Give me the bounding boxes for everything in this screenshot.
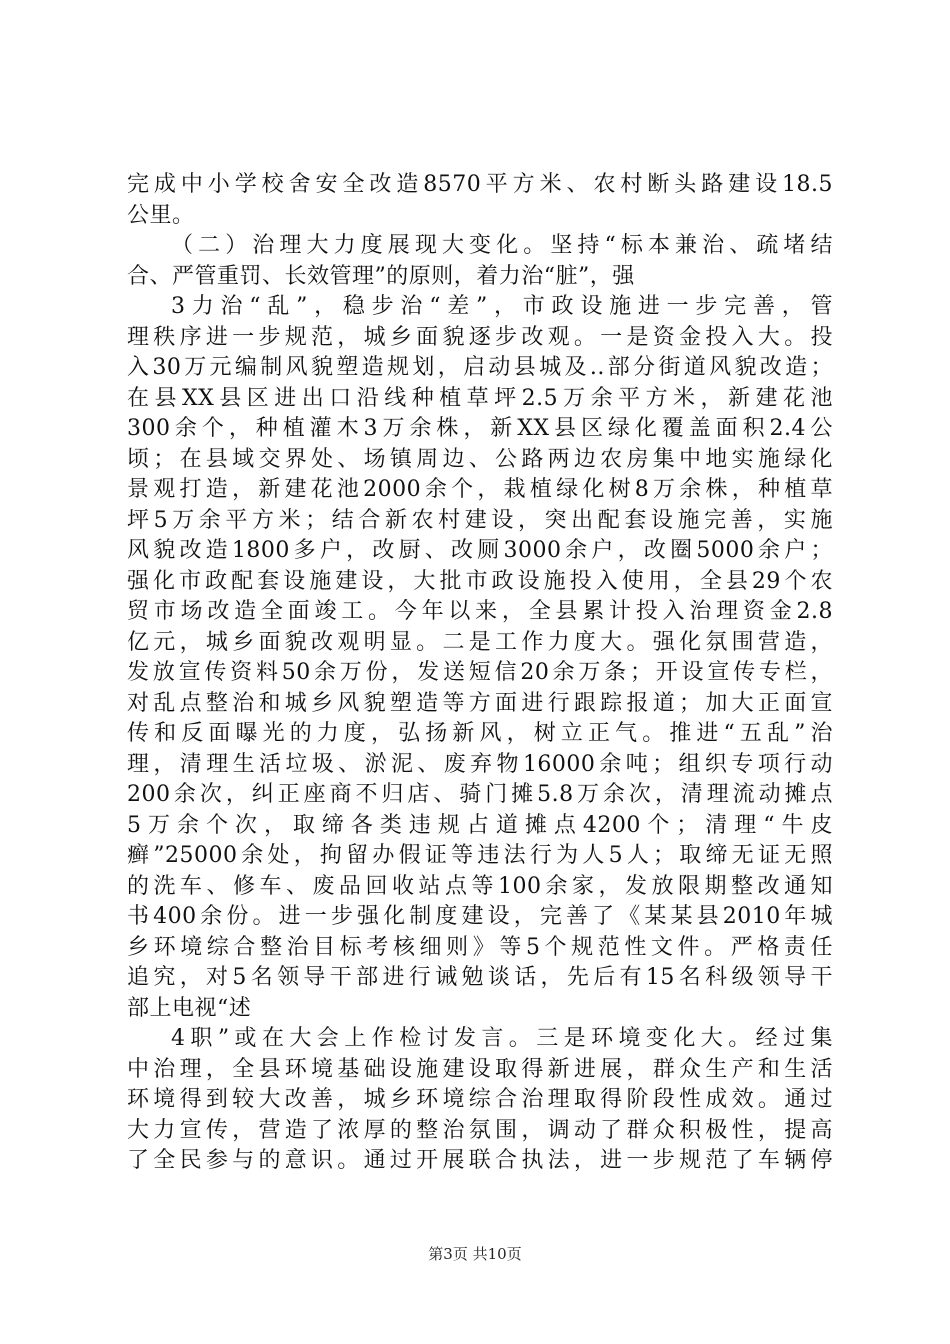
page-number-footer: 第3页 共10页 <box>428 1245 522 1263</box>
text-line: 理，清理生活垃圾、淤泥、废弃物16000余吨；组织专项行动 <box>127 751 833 777</box>
text-line: 亿元，城乡面貌改观明显。二是工作力度大。强化氛围营造， <box>127 629 833 655</box>
text-line: 景观打造，新建花池2000余个，栽植绿化树8万余株，种植草 <box>127 477 833 502</box>
text-line: 传和反面曝光的力度，弘扬新风，树立正气。推进“五乱”治 <box>127 721 833 746</box>
text-line: 300余个，种植灌木3万余株，新XX县区绿化覆盖面积2.4公 <box>127 416 833 441</box>
text-line: 癣”25000余处，拘留办假证等违法行为人5人；取缔无证无照 <box>127 843 833 868</box>
text-line: 贸市场改造全面竣工。今年以来，全县累计投入治理资金2.8 <box>127 599 833 624</box>
text-line: 公里。 <box>127 202 195 228</box>
text-line: 5万余个次，取缔各类违规占道摊点4200个；清理“牛皮 <box>127 812 833 838</box>
text-line: （二）治理大力度展现大变化。坚持“标本兼治、疏堵结 <box>171 233 833 258</box>
text-line: 对乱点整治和城乡风貌塑造等方面进行跟踪报道；加大正面宣 <box>127 690 833 716</box>
text-line: 的洗车、修车、废品回收站点等100余家，发放限期整改通知 <box>127 873 833 899</box>
text-line: 发放宣传资料50余万份，发送短信20余万条；开设宣传专栏， <box>127 660 833 685</box>
text-line: 完成中小学校舍安全改造8570平方米、农村断头路建设18.5 <box>127 172 833 197</box>
text-line: 大力宣传，营造了浓厚的整治氛围，调动了群众积极性，提高 <box>127 1117 833 1143</box>
text-line: 追究，对5名领导干部进行诫勉谈话，先后有15名科级领导干 <box>127 965 833 990</box>
text-line: 200余次，纠正座商不归店、骑门摊5.8万余次，清理流动摊点 <box>127 782 833 807</box>
text-line: 入30万元编制风貌塑造规划，启动县城及..部分街道风貌改造； <box>127 355 833 380</box>
body-text <box>127 170 833 1177</box>
text-line: 书400余份。进一步强化制度建设，完善了《某某县2010年城 <box>127 904 833 929</box>
text-line: 坪5万余平方米；结合新农村建设，突出配套设施完善，实施 <box>127 507 833 533</box>
text-line: 3力治“乱”，稳步治“差”，市政设施进一步完善，管 <box>171 294 833 319</box>
text-line: 顷；在县域交界处、场镇周边、公路两边农房集中地实施绿化 <box>127 446 833 472</box>
text-line: 风貌改造1800多户，改厨、改厕3000余户，改圈5000余户； <box>127 538 833 563</box>
text-line: 在县XX县区进出口沿线种植草坪2.5万余平方米，新建花池 <box>127 385 833 411</box>
text-line: 环境得到较大改善，城乡环境综合治理取得阶段性成效。通过 <box>127 1087 833 1112</box>
text-line: 合、严管重罚、长效管理”的原则，着力治“脏”，强 <box>127 263 635 289</box>
text-line: 部上电视“述 <box>127 995 252 1021</box>
text-line: 强化市政配套设施建设，大批市政设施投入使用，全县29个农 <box>127 568 833 594</box>
text-line: 4职”或在大会上作检讨发言。三是环境变化大。经过集 <box>171 1026 833 1051</box>
text-line: 理秩序进一步规范，城乡面貌逐步改观。一是资金投入大。投 <box>127 324 833 350</box>
text-line: 乡环境综合整治目标考核细则》等5个规范性文件。严格责任 <box>127 934 833 960</box>
text-line: 了全民参与的意识。通过开展联合执法，进一步规范了车辆停 <box>127 1148 833 1173</box>
text-line: 中治理，全县环境基础设施建设取得新进展，群众生产和生活 <box>127 1056 833 1082</box>
